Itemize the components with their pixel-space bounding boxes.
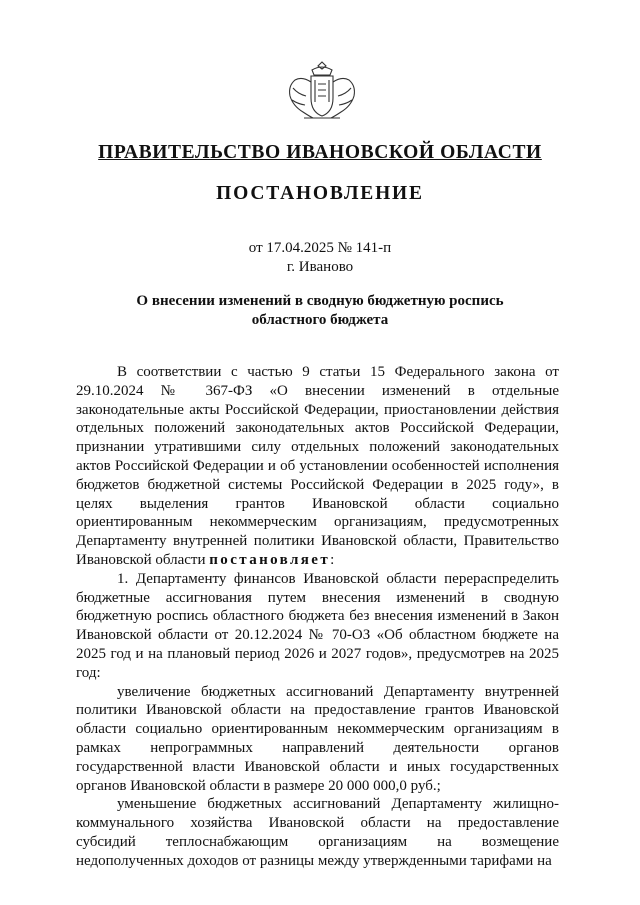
preamble-end: :: [330, 551, 335, 568]
subject-line-2: областного бюджета: [251, 312, 389, 328]
document-body: [76, 363, 559, 871]
paragraph-increase: увеличение бюджетных ассигнований Департаменту внутренней политики Ивановской области на предоставление грантов Ивановской области социально ориентированным некоммерческим организациям в рамках непрограммных направлений деятельности органов государственной власти Ивановской области и иных государственных органов Ивановской области в размере 20 000 000,0 руб.;: [76, 683, 559, 794]
document-city: г. Иваново: [286, 259, 354, 275]
government-title: ПРАВИТЕЛЬСТВО ИВАНОВСКОЙ ОБЛАСТИ: [98, 142, 542, 163]
resolves-keyword: постановляет: [209, 551, 331, 568]
subject-line-1: О внесении изменений в сводную бюджетную роспись: [136, 293, 504, 309]
document-date-number: от 17.04.2025 № 141-п: [248, 240, 392, 256]
paragraph-decrease: уменьшение бюджетных ассигнований Департаменту жилищно-коммунального хозяйства Ивановской области на предоставление субсидий теплоснабжающим организациям на возмещение недополученных доходов от разницы между утвержденными тарифами на: [76, 796, 559, 869]
coat-of-arms-icon: [284, 60, 360, 124]
paragraph-item-1: 1. Департаменту финансов Ивановской области перераспределить бюджетные ассигнования путем внесения изменений в сводную бюджетную роспись областного бюджета без внесения изменений в Закон Ивановской области от 20.12.2024 № 70-ОЗ «Об областном бюджете на 2025 год и на плановый период 2026 и 2027 годов», предусмотрев на 2025 год:: [76, 570, 559, 681]
document-subject: [0, 292, 640, 330]
preamble-text: В соответствии с частью 9 статьи 15 Федерального закона от 29.10.2024 № 367-ФЗ «О внесении изменений в отдельные законодательные акты Российской Федерации, приостановлении действия отдельных положений законодательных актов Российской Федерации, признании утратившими силу отдельных положений законодательных актов Российской Федерации и об установлении особенностей исполнения бюджетов бюджетной системы Российской Федерации в 2025 году», в целях выделения грантов Ивановской области социально ориентированным некоммерческим организациям, предусмотренных Департаменту внутренней политики Ивановской области, Правительство Ивановской области: [76, 364, 559, 568]
paragraph-preamble: [76, 363, 559, 570]
document-type: ПОСТАНОВЛЕНИЕ: [216, 183, 424, 204]
